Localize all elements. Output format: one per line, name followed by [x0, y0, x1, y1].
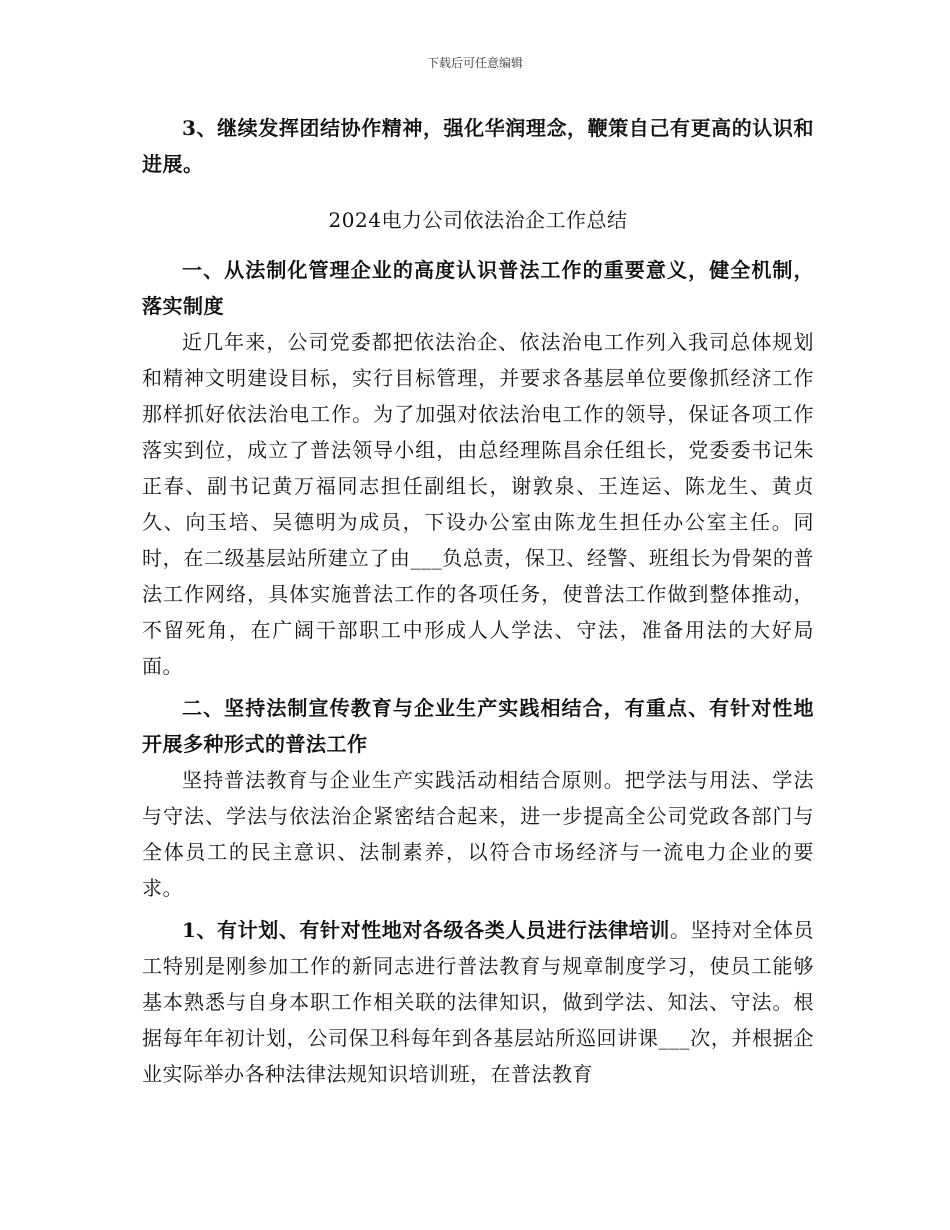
document-title: 2024电力公司依法治企工作总结 — [328, 208, 628, 232]
section-1-heading: 一、从法制化管理企业的高度认识普法工作的重要意义，健全机制，落实制度 — [142, 258, 814, 318]
item-3-paragraph: 3、继续发挥团结协作精神，强化华润理念，鞭策自己有更高的认识和进展。 — [142, 116, 814, 176]
item-1-lead: 1、有计划、有针对性地对各级各类人员进行法律培训 — [182, 918, 670, 942]
section-2-paragraph: 坚持普法教育与企业生产实践活动相结合原则。把学法与用法、学法与守法、学法与依法治企紧密结合起来，进一步提高全公司党政各部门与全体员工的民主意识、法制素养，以符合市场经济与一流电力企业的要求。 — [142, 768, 814, 900]
item-1-text: 。坚持对全体员工特别是刚参加工作的新同志进行普法教育与规章制度学习，使员工能够基本熟悉与自身本职工作相关联的法律知识，做到学法、知法、守法。根据每年年初计划，公司保卫科每年到各基层站所巡回讲课___次，并根据企业实际举办各种法律法规知识培训班，在普法教育 — [142, 918, 814, 1086]
item-1-paragraph — [142, 912, 814, 1092]
page-header: 下载后可任意编辑 — [426, 56, 523, 70]
section-2-heading: 二、坚持法制宣传教育与企业生产实践相结合，有重点、有针对性地开展多种形式的普法工作 — [142, 696, 814, 756]
section-1-paragraph: 近几年来，公司党委都把依法治企、依法治电工作列入我司总体规划和精神文明建设目标，实行目标管理，并要求各基层单位要像抓经济工作那样抓好依法治电工作。为了加强对依法治电工作的领导，保证各项工作落实到位，成立了普法领导小组，由总经理陈昌余任组长，党委委书记朱正春、副书记黄万福同志担任副组长，谢敦泉、王连运、陈龙生、黄贞久、向玉培、吴德明为成员，下设办公室由陈龙生担任办公室主任。同时，在二级基层站所建立了由___负总责，保卫、经警、班组长为骨架的普法工作网络，具体实施普法工作的各项任务，使普法工作做到整体推动，不留死角，在广阔干部职工中形成人人学法、守法，准备用法的大好局面。 — [142, 330, 814, 678]
document-body — [142, 110, 814, 1092]
